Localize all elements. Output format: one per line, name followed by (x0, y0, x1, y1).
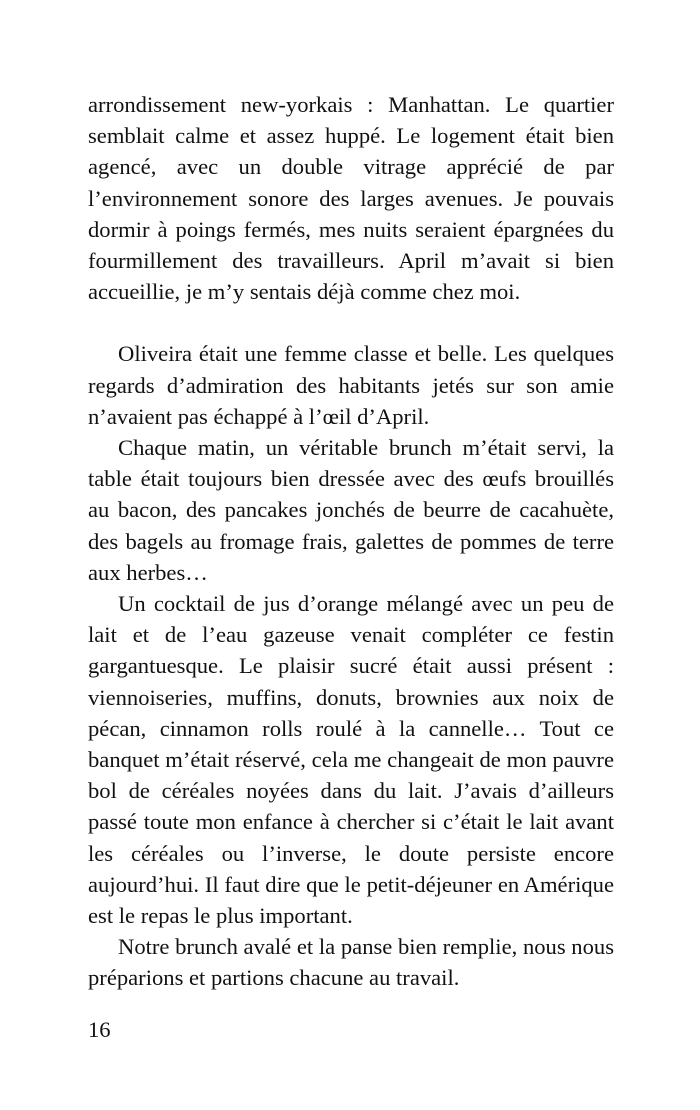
paragraph: Chaque matin, un véritable brunch m’était servi, la table était toujours bien dressée avec des œufs brouillés au bacon, des pancakes jonchés de beurre de cacahuète, des bagels au fromage frais, galettes de pommes de terre aux herbes… (88, 435, 614, 585)
paragraph-continuation: arrondissement new-yorkais : Manhattan. Le quartier semblait calme et assez huppé. Le logement était bien agencé, avec un double vitrage apprécié de par l’environnement sonore des larges avenues. Je pouvais dormir à poings fermés, mes nuits seraient épargnées du fourmillement des travailleurs. April m’avait si bien accueillie, je m’y sentais déjà comme chez moi. (88, 92, 614, 305)
page-body-text (88, 89, 614, 994)
paragraph: Un cocktail de jus d’orange mélangé avec un peu de lait et de l’eau gazeuse venait compléter ce festin gargantuesque. Le plaisir sucré était aussi présent : viennoiseries, muffins, donuts, brownies aux noix de pécan, cinnamon rolls roulé à la cannelle… Tout ce banquet m’était réservé, cela me changeait de mon pauvre bol de céréales noyées dans du lait. J’avais d’ailleurs passé toute mon enfance à chercher si c’était le lait avant les céréales ou l’inverse, le doute persiste encore aujourd’hui. Il faut dire que le petit-déjeuner en Amérique est le repas le plus important. (88, 591, 614, 929)
paragraph: Oliveira était une femme classe et belle. Les quelques regards d’admiration des habitants jetés sur son amie n’avaient pas échappé à l’œil d’April. (88, 341, 614, 429)
paragraph: Notre brunch avalé et la panse bien remplie, nous nous préparions et partions chacune au travail. (88, 934, 614, 991)
page-number: 16 (88, 1017, 111, 1042)
